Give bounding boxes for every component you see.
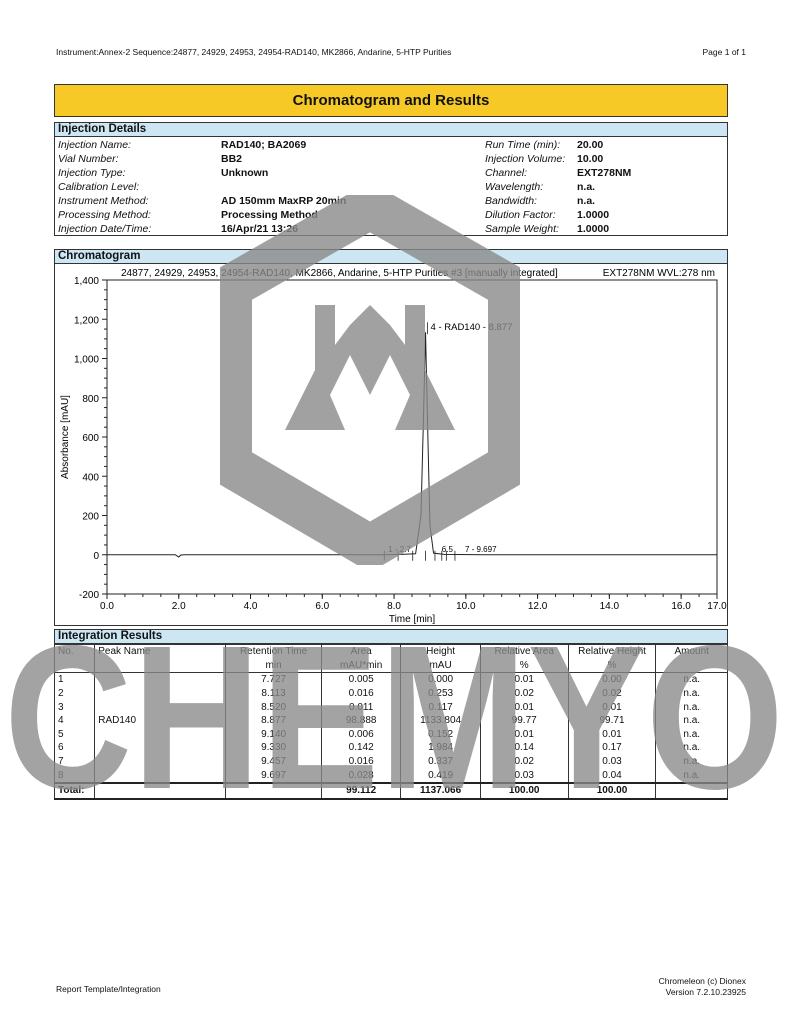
column-header: Relative Area bbox=[480, 645, 568, 659]
table-cell: 0.03 bbox=[480, 768, 568, 783]
table-row bbox=[55, 728, 728, 742]
y-axis-label: Absorbance [mAU] bbox=[60, 395, 71, 479]
table-cell: 8.113 bbox=[226, 687, 322, 701]
table-cell: 5 bbox=[55, 728, 95, 742]
page-title: Chromatogram and Results bbox=[54, 84, 728, 117]
column-unit bbox=[656, 659, 728, 673]
table-cell: 0.117 bbox=[401, 700, 480, 714]
table-cell: RAD140 bbox=[95, 714, 226, 728]
total-cell: 1137.066 bbox=[401, 783, 480, 799]
table-cell: 6 bbox=[55, 741, 95, 755]
table-cell: 0.02 bbox=[568, 687, 656, 701]
table-cell: 9.330 bbox=[226, 741, 322, 755]
x-tick-label: 8.0 bbox=[387, 601, 402, 612]
injection-right-label: Wavelength: bbox=[485, 181, 544, 193]
y-tick-label: 600 bbox=[82, 433, 99, 444]
table-cell: 99.71 bbox=[568, 714, 656, 728]
table-cell: n.a. bbox=[656, 728, 728, 742]
table-cell: 9.457 bbox=[226, 755, 322, 769]
injection-left-label: Injection Name: bbox=[58, 139, 131, 151]
table-cell bbox=[95, 687, 226, 701]
x-tick-label: 2.0 bbox=[171, 601, 186, 612]
page-number: Page 1 of 1 bbox=[702, 47, 746, 57]
footer-version bbox=[659, 976, 746, 998]
table-cell: 0.337 bbox=[401, 755, 480, 769]
total-cell bbox=[226, 783, 322, 799]
injection-right-label: Dilution Factor: bbox=[485, 209, 556, 221]
table-cell: 4 bbox=[55, 714, 95, 728]
injection-right-value: EXT278NM bbox=[577, 167, 632, 179]
table-cell: 0.02 bbox=[480, 755, 568, 769]
table-cell: 0.152 bbox=[401, 728, 480, 742]
column-unit bbox=[95, 659, 226, 673]
table-row bbox=[55, 714, 728, 728]
table-cell: n.a. bbox=[656, 768, 728, 783]
chromatogram-heading: Chromatogram bbox=[54, 249, 728, 264]
table-row bbox=[55, 687, 728, 701]
integration-results-table bbox=[54, 644, 728, 800]
table-cell: 1.984 bbox=[401, 741, 480, 755]
injection-left-label: Instrument Method: bbox=[58, 195, 149, 207]
peak-label: 4 - RAD140 - 8.877 bbox=[430, 322, 513, 334]
channel-label: EXT278NM WVL:278 nm bbox=[602, 268, 715, 279]
table-cell: 0.005 bbox=[321, 673, 400, 687]
table-cell bbox=[95, 728, 226, 742]
table-cell: n.a. bbox=[656, 741, 728, 755]
y-tick-label: 0 bbox=[93, 550, 99, 562]
total-cell: 100.00 bbox=[568, 783, 656, 799]
table-cell bbox=[95, 700, 226, 714]
table-cell: 0.01 bbox=[480, 700, 568, 714]
column-unit: % bbox=[568, 659, 656, 673]
injection-right-label: Sample Weight: bbox=[485, 223, 559, 235]
table-cell: 0.01 bbox=[568, 728, 656, 742]
table-row bbox=[55, 673, 728, 687]
column-header: Area bbox=[321, 645, 400, 659]
injection-details-heading: Injection Details bbox=[54, 122, 728, 137]
table-cell: 0.01 bbox=[480, 673, 568, 687]
table-cell: 0.419 bbox=[401, 768, 480, 783]
injection-right-value: 1.0000 bbox=[577, 209, 610, 221]
injection-right-label: Channel: bbox=[485, 167, 528, 179]
injection-right-value: 10.00 bbox=[577, 153, 604, 165]
x-tick-label: 0.0 bbox=[100, 601, 114, 612]
table-cell: n.a. bbox=[656, 673, 728, 687]
table-cell: 3 bbox=[55, 700, 95, 714]
y-tick-label: 200 bbox=[82, 511, 99, 523]
x-tick-label: 16.0 bbox=[671, 601, 691, 612]
x-axis-label: Time [min] bbox=[388, 614, 436, 625]
trace-title: 24877, 24929, 24953, 24954-RAD140, MK2866, Andarine, 5-HTP Purities #3 [manually integrated] bbox=[121, 268, 558, 279]
table-cell: 0.01 bbox=[568, 700, 656, 714]
table-cell: 0.253 bbox=[401, 687, 480, 701]
injection-left-value: Processing Method bbox=[221, 209, 318, 221]
table-cell: n.a. bbox=[656, 700, 728, 714]
table-cell: n.a. bbox=[656, 714, 728, 728]
table-cell: 1133.804 bbox=[401, 714, 480, 728]
y-tick-label: 400 bbox=[82, 472, 99, 484]
table-cell: 0.02 bbox=[480, 687, 568, 701]
table-cell: 7.727 bbox=[226, 673, 322, 687]
table-cell: 0.14 bbox=[480, 741, 568, 755]
table-row bbox=[55, 741, 728, 755]
injection-right-label: Bandwidth: bbox=[485, 195, 537, 207]
injection-right-value: 1.0000 bbox=[577, 223, 610, 235]
table-cell: 0.028 bbox=[321, 768, 400, 783]
injection-left-value: Unknown bbox=[221, 167, 269, 179]
table-cell: 9.697 bbox=[226, 768, 322, 783]
watermark-text-glyphs: CHEMYO bbox=[4, 628, 784, 798]
injection-left-label: Injection Type: bbox=[58, 167, 126, 179]
table-cell bbox=[95, 741, 226, 755]
total-cell bbox=[95, 783, 226, 799]
table-cell: 0.000 bbox=[401, 673, 480, 687]
injection-right-value: n.a. bbox=[577, 195, 596, 207]
x-tick-label: 10.0 bbox=[456, 601, 476, 612]
watermark-logo-icon bbox=[220, 195, 520, 565]
integration-results-heading: Integration Results bbox=[54, 629, 728, 644]
table-row bbox=[55, 700, 728, 714]
footer-vendor: Chromeleon (c) Dionex bbox=[658, 976, 746, 986]
table-cell: 8.877 bbox=[226, 714, 322, 728]
table-cell: 0.016 bbox=[321, 755, 400, 769]
injection-left-label: Processing Method: bbox=[58, 209, 151, 221]
column-header: Amount bbox=[656, 645, 728, 659]
peak-small-label: 6.5 bbox=[441, 544, 453, 554]
column-header: Height bbox=[401, 645, 480, 659]
table-cell: 0.17 bbox=[568, 741, 656, 755]
x-tick-label: 14.0 bbox=[599, 601, 620, 612]
injection-right-value: n.a. bbox=[577, 181, 596, 193]
column-unit bbox=[55, 659, 95, 673]
x-tick-label: 12.0 bbox=[527, 601, 548, 612]
injection-right-label: Run Time (min): bbox=[485, 139, 561, 151]
peak-small-label: 7 - 9.697 bbox=[464, 544, 497, 554]
total-cell bbox=[656, 783, 728, 799]
table-cell bbox=[95, 673, 226, 687]
injection-left-value: AD 150mm MaxRP 20min bbox=[221, 195, 347, 207]
table-cell: 1 bbox=[55, 673, 95, 687]
injection-left-label: Injection Date/Time: bbox=[58, 223, 152, 235]
injection-left-value: RAD140; BA2069 bbox=[221, 139, 307, 151]
column-unit: mAU*min bbox=[321, 659, 400, 673]
injection-right-value: 20.00 bbox=[577, 139, 604, 151]
table-cell: 0.016 bbox=[321, 687, 400, 701]
total-cell: 99.112 bbox=[321, 783, 400, 799]
table-cell: 0.01 bbox=[480, 728, 568, 742]
table-row bbox=[55, 755, 728, 769]
table-row bbox=[55, 768, 728, 783]
table-cell: n.a. bbox=[656, 755, 728, 769]
y-tick-label: 1,400 bbox=[73, 276, 99, 287]
report-header-sequence: Instrument:Annex-2 Sequence:24877, 24929, 24953, 24954-RAD140, MK2866, Andarine, 5-HTP Purities bbox=[56, 47, 452, 57]
injection-left-label: Calibration Level: bbox=[58, 181, 140, 193]
injection-right-label: Injection Volume: bbox=[485, 153, 566, 165]
injection-left-value: 16/Apr/21 13:26 bbox=[221, 223, 299, 235]
column-unit: min bbox=[226, 659, 322, 673]
table-cell: 2 bbox=[55, 687, 95, 701]
table-cell: 0.006 bbox=[321, 728, 400, 742]
y-tick-label: -200 bbox=[78, 590, 99, 601]
total-cell: 100.00 bbox=[480, 783, 568, 799]
table-cell: 0.04 bbox=[568, 768, 656, 783]
total-cell: Total: bbox=[55, 783, 95, 799]
column-header: No. bbox=[55, 645, 95, 659]
y-tick-label: 1,000 bbox=[73, 354, 99, 366]
table-cell: 8.520 bbox=[226, 700, 322, 714]
total-row bbox=[55, 783, 728, 799]
table-cell: 7 bbox=[55, 755, 95, 769]
table-cell: 9.140 bbox=[226, 728, 322, 742]
footer-template: Report Template/Integration bbox=[56, 984, 161, 994]
y-tick-label: 1,200 bbox=[73, 315, 99, 327]
column-header: Retention Time bbox=[226, 645, 322, 659]
footer-version-number: Version 7.2.10.23925 bbox=[665, 987, 746, 997]
table-cell: 0.03 bbox=[568, 755, 656, 769]
y-tick-label: 800 bbox=[82, 393, 99, 405]
column-unit: % bbox=[480, 659, 568, 673]
column-header: Peak Name bbox=[95, 645, 226, 659]
table-cell: 98.888 bbox=[321, 714, 400, 728]
x-tick-label: 17.0 bbox=[707, 601, 727, 612]
table-cell: n.a. bbox=[656, 687, 728, 701]
table-cell: 99.77 bbox=[480, 714, 568, 728]
column-header: Relative Height bbox=[568, 645, 656, 659]
x-tick-label: 4.0 bbox=[243, 601, 258, 612]
table-cell bbox=[95, 768, 226, 783]
column-unit: mAU bbox=[401, 659, 480, 673]
x-tick-label: 6.0 bbox=[315, 601, 330, 612]
table-cell: 0.011 bbox=[321, 700, 400, 714]
injection-left-label: Vial Number: bbox=[58, 153, 119, 165]
peak-small-label: 1 - 2.7 bbox=[388, 544, 411, 554]
injection-left-value: BB2 bbox=[221, 153, 243, 165]
table-cell: 0.142 bbox=[321, 741, 400, 755]
table-cell bbox=[95, 755, 226, 769]
table-cell: 0.00 bbox=[568, 673, 656, 687]
table-cell: 8 bbox=[55, 768, 95, 783]
